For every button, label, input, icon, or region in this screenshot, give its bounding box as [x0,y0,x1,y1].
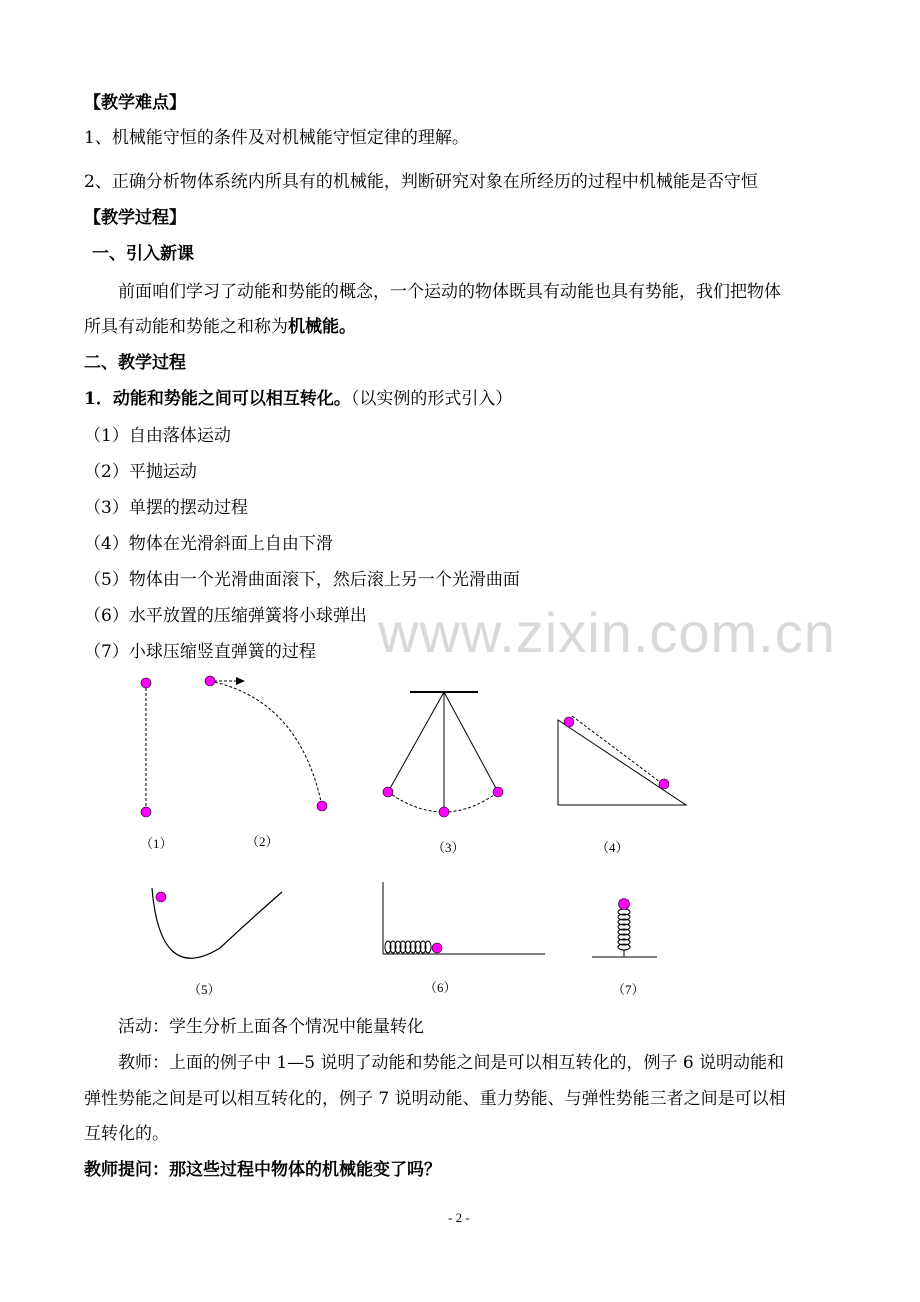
ball-top [564,717,574,727]
example-item-5: （5）物体由一个光滑曲面滚下，然后滚上另一个光滑曲面 [84,570,520,590]
point-1-note: （以实例的形式引入） [350,389,513,409]
activity-line: 活动：学生分析上面各个情况中能量转化 [118,1017,424,1037]
example-item-7: （7）小球压缩竖直弹簧的过程 [84,642,316,662]
ball-bottom [141,807,151,817]
figure-incline [558,716,686,805]
teacher-line-1: 教师：上面的例子中 1—5 说明了动能和势能之间是可以相互转化的，例子 6 说明动能和 [118,1053,785,1073]
process-heading: 二、教学过程 [84,353,186,373]
ball [156,892,166,902]
page-number: - 2 - [448,1210,470,1225]
example-item-4: （4）物体在光滑斜面上自由下滑 [84,534,333,554]
figure-free-fall [141,678,151,817]
ball-top [141,678,151,688]
teacher-line-2: 弹性势能之间是可以相互转化的，例子 7 说明动能、重力势能、与弹性势能三者之间是可以相 [84,1089,786,1109]
ball-start [205,676,215,686]
ball-middle [439,807,449,817]
intro-heading: 一、引入新课 [92,244,194,264]
figure-label-4: （4） [596,840,629,855]
velocity-arrow-icon [236,677,245,685]
teacher-line-3: 互转化的。 [84,1124,169,1144]
example-item-1: （1）自由落体运动 [84,426,231,446]
section-difficulty-heading: 【教学难点】 [84,93,186,113]
watermark: www.zixin.com.cn [378,601,836,664]
ball-left [383,787,393,797]
mechanical-energy-term: 机械能。 [288,317,356,337]
spring-icon [618,909,630,950]
figure-label-2: （2） [246,834,279,849]
ball-end [317,801,327,811]
ball [619,899,630,910]
figure-horizontal-spring [383,882,545,954]
figure-label-6: （6） [424,980,457,995]
teacher-question: 教师提问：那这些过程中物体的机械能变了吗？ [84,1160,441,1180]
example-item-3: （3）单摆的摆动过程 [84,498,248,518]
intro-text: 所具有动能和势能之和称为 [84,317,288,337]
example-item-6: （6）水平放置的压缩弹簧将小球弹出 [84,606,367,626]
figure-label-7: （7） [612,982,645,997]
ball-right [493,787,503,797]
point-1-title: 1．动能和势能之间可以相互转化。 [84,389,351,409]
difficulty-item-1: 1、机械能守恒的条件及对机械能守恒定律的理解。 [84,128,469,148]
figure-vertical-spring [592,899,657,958]
figure-label-5: （5） [188,982,221,997]
intro-paragraph-line-1: 前面咱们学习了动能和势能的概念，一个运动的物体既具有动能也具有势能，我们把物体 [118,282,781,302]
ball [432,943,442,953]
figure-label-1: （1） [140,836,173,851]
figure-pendulum [383,692,503,817]
figure-curved-surface [152,888,282,958]
spring-icon [385,941,431,953]
difficulty-item-2: 2、正确分析物体系统内所具有的机械能，判断研究对象在所经历的过程中机械能是否守恒 [84,172,758,192]
section-process-heading: 【教学过程】 [84,208,186,228]
figure-projectile [205,676,327,811]
example-item-2: （2）平抛运动 [84,462,197,482]
figure-label-3: （3） [432,840,465,855]
ball-bottom [659,779,669,789]
